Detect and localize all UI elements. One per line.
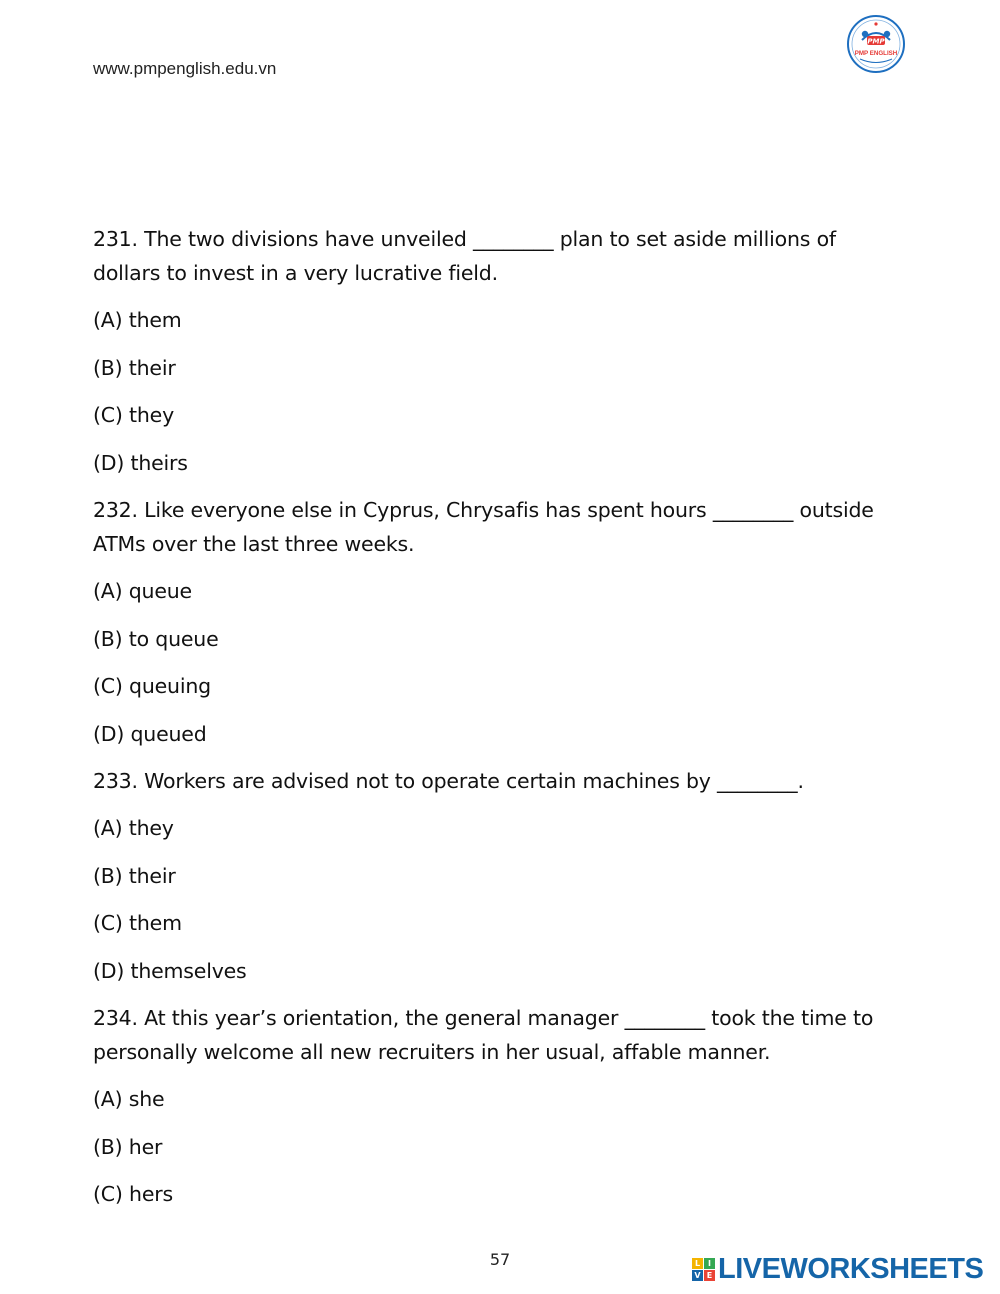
brand-block-l: L — [692, 1258, 703, 1269]
option-a: (A) queue — [93, 579, 192, 603]
option-a: (A) they — [93, 816, 174, 840]
question-line: 232. Like everyone else in Cyprus, Chrysafis has spent hours ________ outside — [93, 498, 874, 522]
liveworksheets-logo-icon — [692, 1258, 715, 1281]
brand-block-i: I — [704, 1258, 715, 1269]
pmp-english-logo — [846, 14, 906, 74]
question-line: personally welcome all new recruiters in her usual, affable manner. — [93, 1040, 771, 1064]
option-d: (D) queued — [93, 721, 207, 746]
question-231 — [93, 222, 893, 480]
question-line: 234. At this year’s orientation, the general manager ________ took the time to — [93, 1006, 874, 1030]
question-234 — [93, 1001, 893, 1211]
option-d: (D) themselves — [93, 958, 247, 983]
option-c: (C) queuing — [93, 674, 211, 698]
option-c: (C) them — [93, 911, 182, 935]
svg-text:PMP: PMP — [867, 37, 885, 46]
option-a: (A) them — [93, 308, 182, 332]
question-line: dollars to invest in a very lucrative field. — [93, 261, 498, 285]
question-line: ATMs over the last three weeks. — [93, 532, 415, 556]
page-number: 57 — [489, 1250, 511, 1269]
option-b: (B) her — [93, 1134, 163, 1159]
option-c: (C) they — [93, 403, 175, 427]
option-b: (B) to queue — [93, 626, 219, 651]
question-text — [93, 1001, 893, 1069]
question-232 — [93, 493, 893, 751]
worksheet-content — [93, 222, 893, 1225]
question-text — [93, 764, 893, 798]
site-url: www.pmpenglish.edu.vn — [93, 59, 277, 78]
liveworksheets-brand[interactable] — [692, 1252, 983, 1286]
option-d: (D) theirs — [93, 450, 188, 475]
question-line: 233. Workers are advised not to operate certain machines by ________. — [93, 769, 804, 793]
question-text — [93, 222, 893, 290]
svg-text:PMP ENGLISH: PMP ENGLISH — [854, 50, 898, 57]
liveworksheets-wordmark: LIVEWORKSHEETS — [718, 1252, 984, 1285]
question-233 — [93, 764, 893, 988]
pmp-logo-icon — [846, 14, 906, 74]
question-line: 231. The two divisions have unveiled ________ plan to set aside millions of — [93, 227, 836, 251]
question-text — [93, 493, 893, 561]
option-b: (B) their — [93, 355, 176, 380]
brand-block-v: V — [692, 1270, 703, 1281]
brand-block-e: E — [704, 1270, 715, 1281]
option-c: (C) hers — [93, 1182, 173, 1206]
option-b: (B) their — [93, 863, 176, 888]
option-a: (A) she — [93, 1087, 165, 1111]
